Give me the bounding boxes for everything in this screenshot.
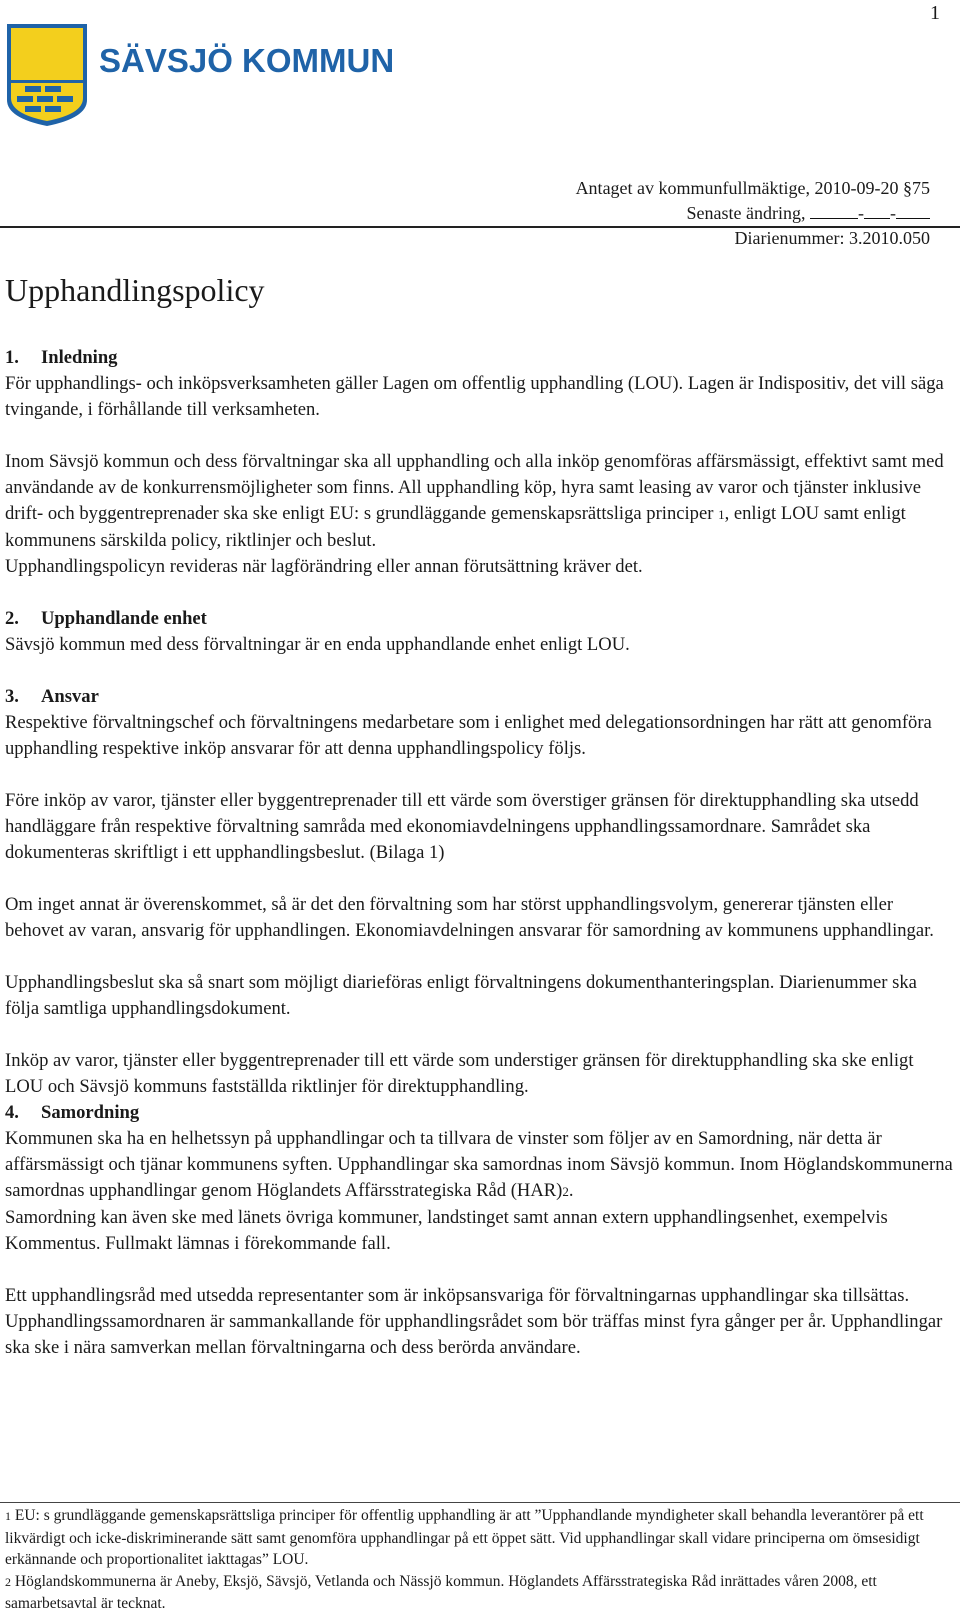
- blank-year: [810, 201, 858, 219]
- footnote-text: EU: s grundläggande gemenskapsrättsliga principer för offentlig upphandling är att ”Upphandlande myndigheter skall behandla leverantörer på ett likvärdigt och icke-diskriminerande sätt samt genomföra upphandlingar på ett öppet sätt. Vid upphandlingar skall vidare principerna om ömsesidigt erkännande och proportionalitet iakttagas” LOU.: [5, 1507, 924, 1568]
- paragraph: [5, 449, 955, 554]
- coat-of-arms-icon: [7, 24, 87, 126]
- footnote-ref: 1: [718, 507, 725, 522]
- paragraph-text: Inom Sävsjö kommun och dess förvaltningar ska all upphandling och alla inköp genomföras affärsmässigt, effektivt samt med användande av de konkurrensmöjligheter som finns. All upphandling köp, hyra samt leasing av varor och tjänster inklusive drift- och byggentreprenader ska ske enligt EU: s grundläggande gemenskapsrättsliga principer: [5, 451, 944, 524]
- document-meta: [576, 176, 930, 251]
- paragraph: Före inköp av varor, tjänster eller byggentreprenader till ett värde som överstiger gränsen för direktupphandling ska utsedd handläggare från respektive förvaltning samråda med ekonomiavdelningens upphandlingssamordnare. Samrådet ska dokumenteras skriftligt i ett upphandlingsbeslut. (Bilaga 1): [5, 790, 919, 863]
- section-title: Ansvar: [41, 686, 99, 707]
- document-title: Upphandlingspolicy: [5, 272, 265, 308]
- footnote-text: Höglandskommunerna är Aneby, Eksjö, Sävsjö, Vetlanda och Nässjö kommun. Höglandets Affärsstrategiska Råd inrättades våren 2008, ett samarbetsavtal är tecknat.: [5, 1572, 877, 1612]
- diary-number: Diarienummer: 3.2010.050: [734, 228, 930, 248]
- savsjo-kommun-logo: [5, 22, 405, 130]
- section-3-heading: [5, 684, 955, 710]
- last-change-line: Senaste ändring, - -: [576, 201, 930, 226]
- paragraph-text: .: [568, 1180, 574, 1201]
- adopted-line: Antaget av kommunfullmäktige, 2010-09-20 §75: [575, 178, 930, 198]
- paragraph: Upphandlingsbeslut ska så snart som möjligt diarieföras enligt förvaltningens dokumenthanteringsplan. Diarienummer ska följa samtliga upphandlingsdokument.: [5, 972, 917, 1019]
- paragraph: [5, 1126, 955, 1205]
- paragraph: Respektive förvaltningschef och förvaltningens medarbetare som i enlighet med delegationsordningen har rätt att genomföra upphandling respektive inköp ansvarar för att denna upphandlingspolicy följs.: [5, 712, 932, 759]
- section-number: 2.: [5, 608, 19, 629]
- section-title: Inledning: [41, 347, 118, 368]
- blank-day: [896, 201, 930, 219]
- paragraph: Om inget annat är överenskommet, så är det den förvaltning som har störst upphandlingsvolym, genererar tjänsten eller behovet av varan, ansvarig för upphandlingen. Ekonomiavdelningen ansvarar för samordning av kommunens upphandlingar.: [5, 894, 934, 941]
- last-change-label: Senaste ändring,: [686, 203, 806, 223]
- footnotes: [5, 1505, 955, 1615]
- section-title: Upphandlande enhet: [41, 608, 207, 629]
- paragraph: Sävsjö kommun med dess förvaltningar är en enda upphandlande enhet enligt LOU.: [5, 634, 630, 655]
- footnote-mark: 1: [5, 1509, 11, 1523]
- header-divider: [0, 226, 960, 228]
- section-title: Samordning: [41, 1102, 140, 1123]
- page-number: 1: [930, 2, 940, 24]
- paragraph-text: Kommunen ska ha en helhetssyn på upphandlingar och ta tillvara de vinster som följer av en Samordning, när detta är affärsmässigt och tjänar kommunens syften. Upphandlingar ska samordnas inom Sävsjö kommun. Inom Höglandskommunerna samordnas upphandlingar genom Höglandets Affärsstrategiska Råd (HAR): [5, 1128, 953, 1201]
- document-body: [5, 345, 955, 1361]
- footnote: [5, 1571, 955, 1615]
- section-number: 3.: [5, 686, 19, 707]
- paragraph-text: , enligt LOU samt enligt kommunens särskilda policy, riktlinjer och beslut.: [5, 503, 906, 551]
- paragraph: Upphandlingspolicyn revideras när lagförändring eller annan förutsättning kräver det.: [5, 556, 643, 577]
- section-number: 1.: [5, 347, 19, 368]
- paragraph: Inköp av varor, tjänster eller byggentreprenader till ett värde som understiger gränsen för direktupphandling ska ske enligt LOU och Sävsjö kommuns fastställda riktlinjer för direktupphandling.: [5, 1050, 914, 1097]
- paragraph: För upphandlings- och inköpsverksamheten gäller Lagen om offentlig upphandling (LOU). Lagen är Indispositiv, det vill säga tvingande, i förhållande till verksamheten.: [5, 373, 944, 420]
- paragraph: Ett upphandlingsråd med utsedda representanter som är inköpsansvariga för förvaltningarnas upphandlingar ska tillsättas. Upphandlingssamordnaren är sammankallande för upphandlingsrådet som bör träffas minst fyra gånger per år. Upphandlingar ska ske i nära samverkan mellan förvaltningarna och dess berörda användare.: [5, 1285, 943, 1358]
- footnote-divider: [0, 1502, 960, 1503]
- footnote: [5, 1505, 955, 1571]
- section-number: 4.: [5, 1102, 19, 1123]
- logo-wordmark: SÄVSJÖ KOMMUN: [99, 42, 395, 79]
- blank-month: [864, 201, 890, 219]
- section-2-heading: [5, 606, 955, 632]
- section-4-heading: [5, 1100, 955, 1126]
- paragraph: Samordning kan även ske med länets övriga kommuner, landstinget samt annan extern upphandlingsenhet, exempelvis Kommentus. Fullmakt lämnas i förekommande fall.: [5, 1207, 888, 1254]
- section-1-heading: [5, 345, 955, 371]
- footnote-mark: 2: [5, 1574, 11, 1589]
- footnote-ref: 2: [562, 1184, 569, 1199]
